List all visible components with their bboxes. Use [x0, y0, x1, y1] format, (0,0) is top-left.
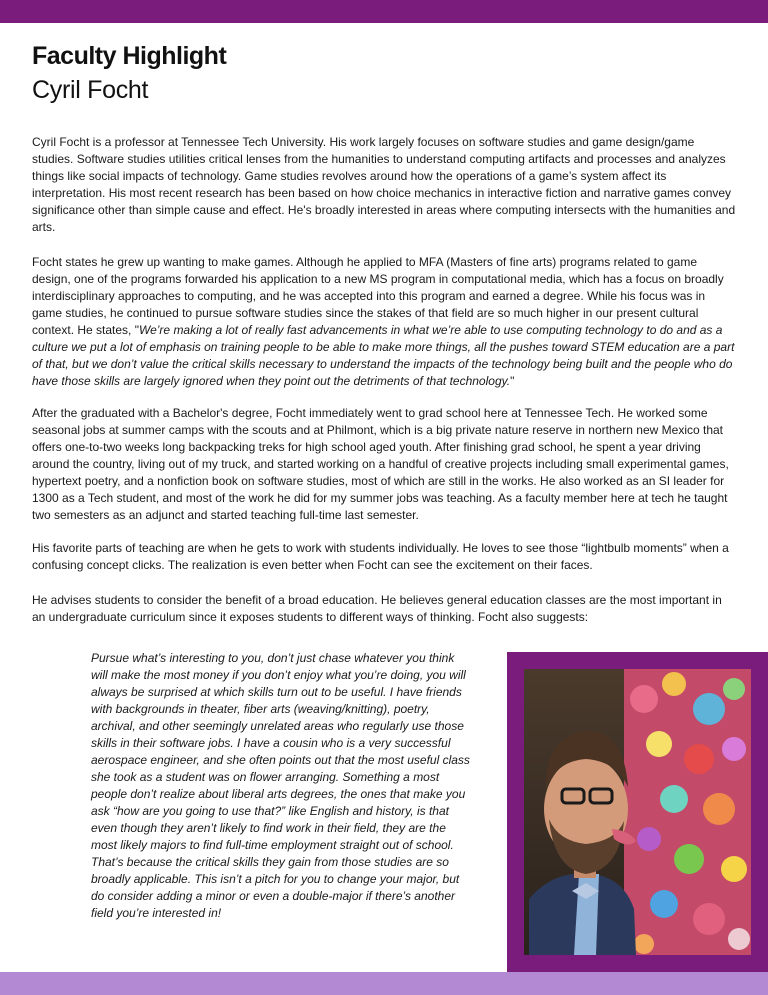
bio-paragraph-2 — [32, 254, 738, 390]
portrait-photo — [524, 669, 751, 955]
page-title: Faculty Highlight — [32, 42, 227, 70]
bottom-accent-bar — [0, 972, 768, 995]
bio-paragraph-1: Cyril Focht is a professor at Tennessee Tech University. His work largely focuses on software studies and game design/game studies. Software studies utilities critical lenses from the humanities to understand computing artifacts and processes and analyzes things like social impacts of technology. Game studies revolves around how the operations of a game’s system affect its interpretation. His most recent research has been based on how choice mechanics in interactive fiction and narrative games convey significance other than simple cause and effect. He's broadly interested in areas where computing intersects with the humanities and arts. — [32, 135, 736, 234]
paragraph-2-intro: Focht states he grew up wanting to make games. Although he applied to MFA (Masters of fine arts) programs related to game design, one of the programs forwarded his application to a new MS program in computational media, which has a focus on broadly interdisciplinary approaches to computing, and he was accepted into this program and earned a degree. While his focus was in game studies, he continued to pursue software studies since the stakes of that field are so much higher in our present cultural context. He states, " — [32, 255, 724, 337]
paragraph-2-quote: We’re making a lot of really fast advancements in what we’re able to use computing technology to do and as a culture we put a lot of emphasis on training people to be able to make more things, all the pushes toward STEM education are a part of that, but we don’t value the critical skills necessary to understand the impacts of the technology being built and the people who do have those skills are largely ignored when they point out the detriments of that technology. — [32, 323, 735, 388]
paragraph-2-close: " — [510, 374, 515, 388]
gum-wall — [624, 669, 751, 955]
faculty-name: Cyril Focht — [32, 76, 149, 104]
bio-paragraph-5: He advises students to consider the benefit of a broad education. He believes general education classes are the most important in an undergraduate curriculum since it exposes students to different ways of thinking. Focht also suggests: — [32, 593, 722, 624]
advice-quote: Pursue what’s interesting to you, don’t just chase whatever you think will make the most money if you don’t enjoy what you’re doing, you will always be surprised at which skills turn out to be useful. I have friends with backgrounds in theater, fiber arts (weaving/knitting), poetry, archival, and other seemingly unrelated areas who regularly use those skills in their software jobs. I have a cousin who is a very successful aerospace engineer, and she often points out that the most useful class she took as a student was on flower arranging. Something a most people don’t realize about liberal arts degrees, the ones that make you ask “how are you going to use that?” like English and history, is that even though they aren’t likely to find work in their field, they are the most likely majors to find full-time employment straight out of school. That’s because the critical skills they gain from those studies are so broadly applicable. This isn’t a pitch for you to change your major, but do consider adding a minor or even a double-major if there’s another field you’re interested in! — [91, 651, 470, 920]
bio-paragraph-4: His favorite parts of teaching are when he gets to work with students individually. He loves to see those “lightbulb moments” when a confusing concept clicks. The realization is even better when Focht can see the excitement on their faces. — [32, 541, 729, 572]
top-accent-bar — [0, 0, 768, 23]
bio-paragraph-3: After the graduated with a Bachelor's degree, Focht immediately went to grad school here at Tennessee Tech. He worked some seasonal jobs at summer camps with the scouts and at Philmont, which is a big private nature reserve in northern new Mexico that offers one-to-two weeks long backpacking treks for high school aged youth. After finishing grad school, he spent a year driving around the country, living out of my truck, and started working on a handful of creative projects including small experimental games, hypertext poetry, and a nonfiction book on software studies, most of which are still in the works. He also worked as an SI leader for 1300 as a Tech student, and most of the work he did for my summer jobs was teaching. As a faculty member here at tech he taught two semesters as an adjunct and started teaching full-time last semester. — [32, 406, 729, 522]
photo-frame — [507, 652, 768, 972]
